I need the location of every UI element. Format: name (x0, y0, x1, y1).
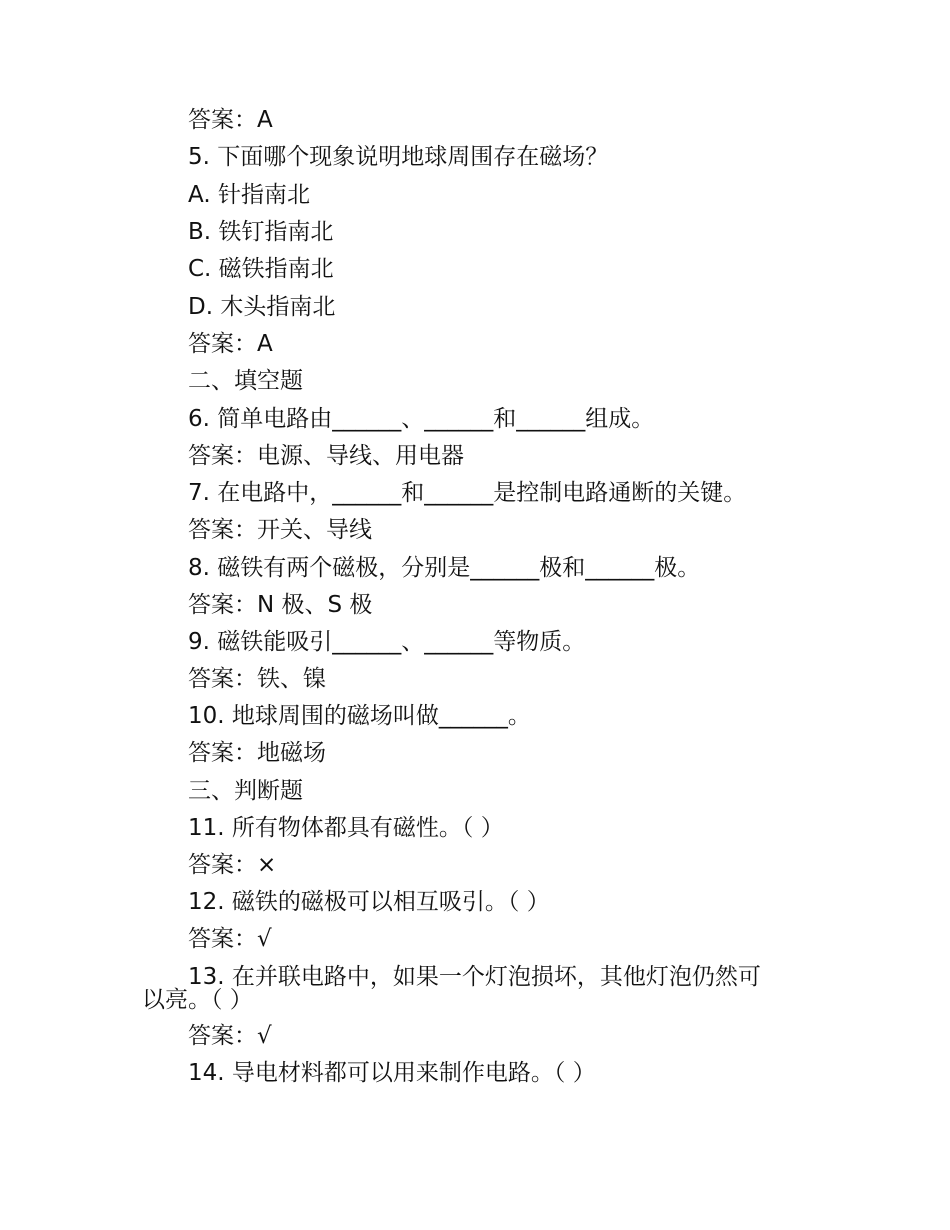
question-5: 5. 下面哪个现象说明地球周围存在磁场？ (188, 144, 609, 170)
question-6: 6. 简单电路由______、______和______组成。 (188, 406, 655, 432)
question-13-continuation: 以亮。（ ） (142, 987, 253, 1013)
option-5a: A. 针指南北 (188, 182, 310, 208)
option-5c: C. 磁铁指南北 (188, 256, 334, 282)
question-13: 13. 在并联电路中，如果一个灯泡损坏，其他灯泡仍然可 (188, 964, 761, 990)
answer-10: 答案：地磁场 (188, 740, 326, 766)
answer-6: 答案：电源、导线、用电器 (188, 443, 464, 469)
answer-7: 答案：开关、导线 (188, 517, 372, 543)
question-14: 14. 导电材料都可以用来制作电路。（ ） (188, 1060, 596, 1086)
answer-12: 答案：√ (188, 926, 272, 952)
question-9: 9. 磁铁能吸引______、______等物质。 (188, 629, 586, 655)
answer-8: 答案：N 极、S 极 (188, 592, 373, 618)
section-heading-true-false: 三、判断题 (188, 778, 303, 804)
answer-9: 答案：铁、镍 (188, 666, 326, 692)
answer-11: 答案：× (188, 852, 277, 878)
question-10: 10. 地球周围的磁场叫做______。 (188, 703, 531, 729)
question-8: 8. 磁铁有两个磁极，分别是______极和______极。 (188, 555, 701, 581)
question-12: 12. 磁铁的磁极可以相互吸引。（ ） (188, 889, 550, 915)
option-5d: D. 木头指南北 (188, 294, 336, 320)
question-7: 7. 在电路中，______和______是控制电路通断的关键。 (188, 480, 747, 506)
option-5b: B. 铁钉指南北 (188, 219, 334, 245)
answer-4: 答案：A (188, 107, 273, 133)
question-11: 11. 所有物体都具有磁性。（ ） (188, 815, 504, 841)
answer-5: 答案：A (188, 331, 273, 357)
answer-13: 答案：√ (188, 1023, 272, 1049)
section-heading-fill-in: 二、填空题 (188, 368, 303, 394)
